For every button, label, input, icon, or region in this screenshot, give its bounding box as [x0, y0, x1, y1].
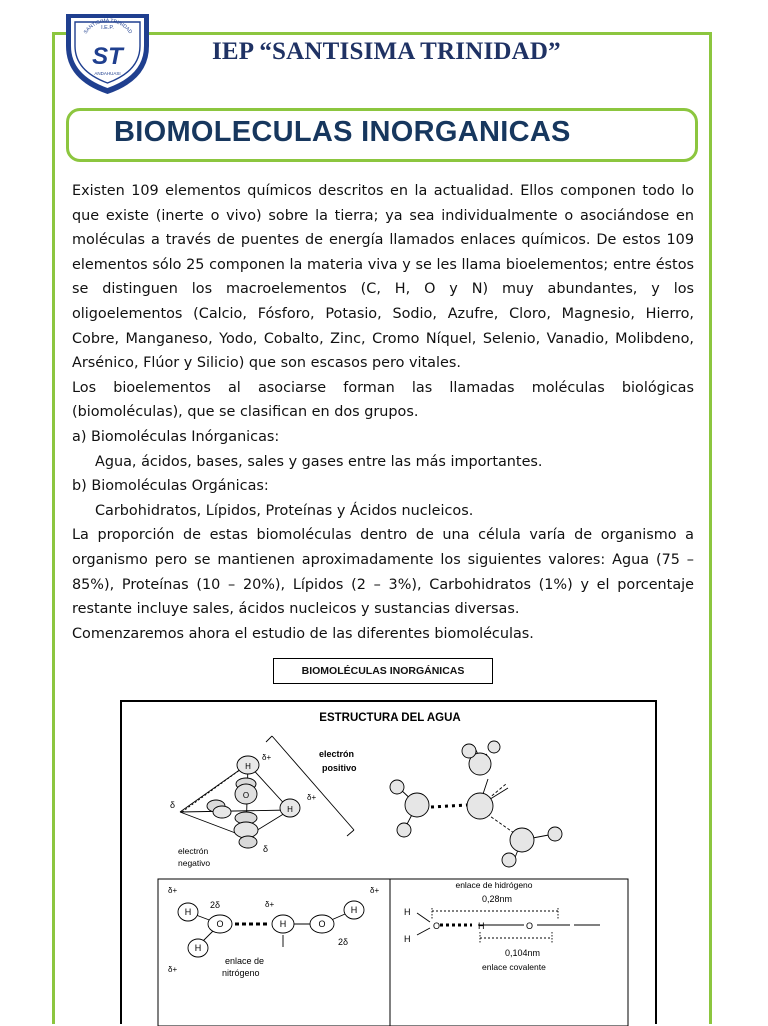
diagram-title: ESTRUCTURA DEL AGUA: [319, 712, 461, 724]
delta-bottom: δ: [263, 844, 269, 854]
label-electron-negative: electrón: [178, 846, 209, 856]
label-covalent-bond: enlace covalente: [482, 962, 546, 972]
label-distance-0104: 0,104nm: [505, 948, 541, 958]
dimer-delta-plus-1: δ+: [168, 886, 178, 895]
bond-distance-diagram: [417, 908, 600, 944]
label-electron-positive: electrón: [319, 749, 355, 759]
dimer-delta-plus-3: δ+: [370, 886, 380, 895]
dimer-o2: O: [318, 919, 326, 929]
page-title: BIOMOLECULAS INORGANICAS: [114, 116, 571, 148]
section-label-box: BIOMOLÉCULAS INORGÁNICAS: [273, 658, 493, 684]
label-h-right: H: [287, 805, 293, 814]
paragraph-bioelements: Los bioelementos al asociarse forman las llamadas moléculas biológicas (biomoléculas), que se clasifican en dos grupos.: [72, 379, 694, 421]
bond-o1: O: [433, 921, 441, 931]
list-item-a-desc: Agua, ácidos, bases, sales y gases entre las más importantes.: [95, 453, 543, 470]
water-structure-diagram: [120, 700, 657, 1024]
list-item-b-desc: Carbohidratos, Lípidos, Proteínas y Ácidos nucleicos.: [95, 502, 474, 519]
paragraph-closing: Comenzaremos ahora el estudio de las diferentes biomoléculas.: [72, 625, 534, 642]
logo-arc-text: SANTISIMA TRINIDAD: [82, 17, 134, 36]
logo-bottom-text: ANDAHUASI: [94, 71, 121, 76]
dimer-h4: H: [350, 905, 358, 915]
school-shield-logo: [60, 8, 155, 96]
paragraph-intro: Existen 109 elementos químicos descritos en la actualidad. Ellos componen todo lo que existe (inerte o vivo) sobre la tierra; ya sea individualmente o asociándose en moléculas a través de puentes de energía llamados enlaces químicos. De estos 109 elementos sólo 25 componen la materia viva y se les llama bioelementos; entre éstos se distinguen los macroelementos (C, H, O y N) muy abundantes, y los oligoelementos (Calcio, Fósforo, Potasio, Sodio, Azufre, Cloro, Magnesio, Hierro, Cobre, Manganeso, Yodo, Cobalto, Zinc, Cromo Níquel, Selenio, Vanadio, Molibdeno, Arsénico, Flúor y Silicio) que son escasos pero vitales.: [72, 183, 694, 372]
school-name: IEP “SANTISIMA TRINIDAD”: [212, 38, 561, 65]
logo-top-text: I.E.P.: [101, 25, 114, 31]
body-text: [72, 179, 694, 646]
delta-left: δ: [170, 800, 176, 810]
label-hydrogen-bond: enlace de hidrógeno: [455, 880, 533, 890]
label-nitrogen-bond-1: enlace de: [225, 956, 265, 966]
lower-panel-frame: [158, 879, 628, 1026]
dimer-h3: H: [279, 919, 287, 929]
water-network: [390, 741, 562, 867]
delta-plus-right: δ+: [307, 793, 317, 802]
paragraph-proportions: La proporción de estas biomoléculas dentro de una célula varía de organismo a organismo pero se mantienen aproximadamente los siguientes valores: Agua (75 – 85%), Proteínas (10 – 20%), Lípidos (2 – 3%), Carbohidratos (1%) y el porcentaje restante incluye sales, ácidos nucleicos y sustancias diversas.: [72, 527, 694, 618]
bond-o2: O: [526, 921, 534, 931]
label-distance-028: 0,28nm: [481, 894, 513, 904]
label-o-center: O: [242, 791, 250, 800]
dimer-h1: H: [184, 907, 192, 917]
delta-plus-top: δ+: [262, 753, 272, 762]
label-nitrogen-bond-2: nitrógeno: [222, 968, 260, 978]
list-item-a: a) Biomoléculas Inórganicas:: [72, 428, 280, 445]
dimer-h2: H: [194, 943, 202, 953]
logo-monogram: ST: [92, 43, 123, 70]
dimer-two-delta-2: 2δ: [338, 937, 349, 947]
bond-h3: H: [478, 921, 485, 931]
water-dimer: [178, 901, 364, 957]
dimer-o1: O: [216, 919, 224, 929]
label-negative: negativo: [178, 858, 211, 868]
dimer-delta-plus-4: δ+: [168, 965, 178, 974]
dimer-two-delta-1: 2δ: [210, 900, 221, 910]
list-item-b: b) Biomoléculas Orgánicas:: [72, 478, 269, 495]
label-h-top: H: [245, 762, 251, 771]
water-structure-svg: [122, 702, 659, 1026]
label-positive: positivo: [322, 763, 357, 773]
bond-h1: H: [404, 907, 411, 917]
dimer-delta-plus-2: δ+: [265, 900, 275, 909]
bond-h2: H: [404, 934, 411, 944]
